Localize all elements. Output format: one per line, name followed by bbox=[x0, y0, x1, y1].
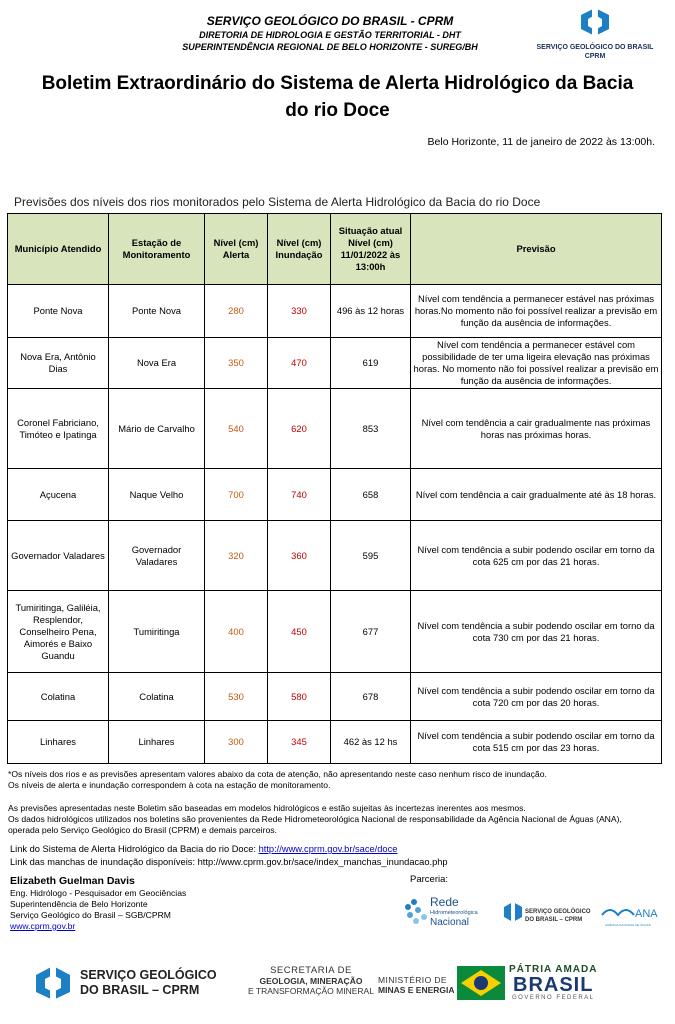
ana-logo bbox=[602, 908, 658, 927]
cell-municipio: Tumiritinga, Galiléia, Resplendor, Conselheiro Pena, Aimorés e Baixo Guandu bbox=[8, 591, 109, 673]
table-row bbox=[8, 338, 662, 389]
footer-gov-line3: GOVERNO FEDERAL bbox=[511, 994, 595, 1001]
link-manchas-label: Link das manchas de inundação disponíveis: bbox=[10, 856, 196, 867]
footer-cprm-logo bbox=[32, 964, 217, 1002]
table-row bbox=[8, 285, 662, 338]
cell-estacao: Naque Velho bbox=[109, 469, 205, 521]
footer-min-line1: MINISTÉRIO DE bbox=[378, 975, 447, 985]
cprm-hexagon-icon bbox=[32, 964, 74, 1002]
cprm-logo-line1: SERVIÇO GEOLÓGICO DO BRASIL bbox=[536, 44, 654, 51]
link-sace-label: Link do Sistema de Alerta Hidrológico da Bacia do rio Doce: bbox=[10, 844, 256, 854]
cell-situacao: 678 bbox=[331, 673, 411, 721]
footer-sec-line3: E TRANSFORMAÇÃO MINERAL bbox=[248, 986, 374, 996]
cell-inundacao: 330 bbox=[268, 285, 331, 338]
cell-inundacao: 580 bbox=[268, 673, 331, 721]
bulletin-title bbox=[0, 70, 675, 124]
cell-situacao: 462 às 12 hs bbox=[331, 721, 411, 764]
links-block bbox=[10, 843, 448, 868]
col-header-previsao: Previsão bbox=[411, 214, 662, 285]
rede-hidrometeorologica-logo bbox=[405, 895, 479, 928]
col-header-estacao: Estação de Monitoramento bbox=[109, 214, 205, 285]
col-header-inundacao: Nível (cm) Inundação bbox=[268, 214, 331, 285]
bulletin-title-line1: Boletim Extraordinário do Sistema de Alerta Hidrológico da Bacia bbox=[41, 73, 634, 94]
cell-alerta: 300 bbox=[205, 721, 268, 764]
cell-situacao: 853 bbox=[331, 389, 411, 469]
footer-cprm-line2: DO BRASIL – CPRM bbox=[80, 983, 200, 997]
cell-estacao: Ponte Nova bbox=[109, 285, 205, 338]
rede-logo-word2: Hidrometeorológica bbox=[430, 910, 478, 916]
cell-estacao: Mário de Carvalho bbox=[109, 389, 205, 469]
cell-estacao: Colatina bbox=[109, 673, 205, 721]
footer-logos bbox=[0, 960, 675, 1010]
col-header-municipio: Município Atendido bbox=[8, 214, 109, 285]
cell-previsao: Nível com tendência a cair gradualmente nas próximas horas nas próximas horas. bbox=[411, 389, 662, 469]
footer-sec-line1: SECRETARIA DE bbox=[270, 965, 352, 976]
cell-situacao: 595 bbox=[331, 521, 411, 591]
signature-role: Eng. Hidrólogo - Pesquisador em Geociências bbox=[10, 888, 187, 898]
cell-alerta: 400 bbox=[205, 591, 268, 673]
footer-governo-federal-logo bbox=[457, 962, 597, 1002]
cell-municipio: Ponte Nova bbox=[8, 285, 109, 338]
footer-gov-line1: PÁTRIA AMADA bbox=[509, 963, 598, 975]
cell-previsao: Nível com tendência a subir podendo oscilar em torno da cota 515 cm por das 23 horas. bbox=[411, 721, 662, 764]
cell-inundacao: 345 bbox=[268, 721, 331, 764]
note-uncertainty: As previsões apresentadas neste Boletim são baseadas em modelos hidrológicos e estão sujeitas às incertezas inerentes aos mesmos. bbox=[8, 803, 526, 813]
header-text bbox=[150, 14, 510, 53]
footer-gov-line2: BRASIL bbox=[513, 973, 594, 996]
cell-municipio: Açucena bbox=[8, 469, 109, 521]
footer-cprm-line1: SERVIÇO GEOLÓGICO bbox=[80, 968, 217, 982]
cell-estacao: Tumiritinga bbox=[109, 591, 205, 673]
link-manchas-url[interactable]: http://www.cprm.gov.br/sace/index_manchas_inundacao.php bbox=[197, 856, 448, 867]
dateline: Belo Horizonte, 11 de janeiro de 2022 às 13:00h. bbox=[427, 136, 655, 148]
table-row bbox=[8, 591, 662, 673]
note-data-source: Os dados hidrológicos utilizados nos boletins são provenientes da Rede Hidrometeorológica Nacional de responsabilidade da Agência Nacional de Águas (ANA), bbox=[8, 814, 622, 824]
cell-alerta: 350 bbox=[205, 338, 268, 389]
notes-block-1 bbox=[8, 769, 648, 791]
notes-block-2 bbox=[8, 803, 648, 836]
cell-municipio: Colatina bbox=[8, 673, 109, 721]
cprm-partner-line1: SERVIÇO GEOLÓGICO bbox=[525, 909, 591, 915]
note-levels: Os níveis de alerta e inundação correspondem à cota na estação de monitoramento. bbox=[8, 780, 331, 790]
cell-estacao: Nova Era bbox=[109, 338, 205, 389]
cprm-partner-logo bbox=[504, 902, 591, 923]
cprm-logo-line2: CPRM bbox=[584, 53, 606, 60]
cell-municipio: Coronel Fabriciano, Timóteo e Ipatinga bbox=[8, 389, 109, 469]
cell-estacao: Linhares bbox=[109, 721, 205, 764]
cell-municipio: Governador Valadares bbox=[8, 521, 109, 591]
header-directorate: DIRETORIA DE HIDROLOGIA E GESTÃO TERRITORIAL - DHT bbox=[199, 30, 461, 40]
cprm-logo bbox=[525, 6, 665, 61]
table-caption: Previsões dos níveis dos rios monitorados pelo Sistema de Alerta Hidrológico da Bacia do rio Doce bbox=[14, 195, 541, 209]
cell-municipio: Nova Era, Antônio Dias bbox=[8, 338, 109, 389]
table-row bbox=[8, 389, 662, 469]
cell-municipio: Linhares bbox=[8, 721, 109, 764]
cell-alerta: 540 bbox=[205, 389, 268, 469]
cell-alerta: 700 bbox=[205, 469, 268, 521]
document-header bbox=[0, 6, 675, 66]
footer-ministerio bbox=[378, 975, 455, 995]
cell-previsao: Nível com tendência a cair gradualmente até às 18 horas. bbox=[411, 469, 662, 521]
signature-name: Elizabeth Guelman Davis bbox=[10, 875, 135, 887]
cell-previsao: Nível com tendência a permanecer estável com possibilidade de ter uma ligeira elevação nas próximas horas. No momento não foi possível realizar a previsão em função da ausência de informações. bbox=[411, 338, 662, 389]
bulletin-title-line2: do rio Doce bbox=[285, 100, 390, 121]
header-superintendence: SUPERINTENDÊNCIA REGIONAL DE BELO HORIZONTE - SUREG/BH bbox=[182, 42, 478, 52]
rede-logo-word3: Nacional bbox=[430, 917, 469, 928]
signature-site-link[interactable]: www.cprm.gov.br bbox=[10, 921, 76, 931]
footer-sec-line2: GEOLOGIA, MINERAÇÃO bbox=[259, 976, 363, 986]
cell-inundacao: 740 bbox=[268, 469, 331, 521]
cell-situacao: 658 bbox=[331, 469, 411, 521]
cell-situacao: 496 às 12 horas bbox=[331, 285, 411, 338]
col-header-situacao: Situação atual Nível (cm) 11/01/2022 às 13:00h bbox=[331, 214, 411, 285]
cell-alerta: 280 bbox=[205, 285, 268, 338]
footer-min-line2: MINAS E ENERGIA bbox=[378, 985, 455, 995]
parceria-label: Parceria: bbox=[410, 874, 449, 885]
cell-previsao: Nível com tendência a subir podendo oscilar em torno da cota 720 cm por das 20 horas. bbox=[411, 673, 662, 721]
signature-org: Serviço Geológico do Brasil – SGB/CPRM bbox=[10, 910, 171, 920]
cell-previsao: Nível com tendência a permanecer estável nas próximas horas.No momento não foi possível realizar a previsão em função da ausência de informações. bbox=[411, 285, 662, 338]
cell-estacao: Governador Valadares bbox=[109, 521, 205, 591]
table-row bbox=[8, 521, 662, 591]
ana-logo-subtext: AGÊNCIA NACIONAL DE ÁGUAS bbox=[605, 923, 651, 927]
table-row bbox=[8, 721, 662, 764]
note-no-risk: *Os níveis dos rios e as previsões apresentam valores abaixo da cota de atenção, não apresentando neste caso nenhum risco de inundação. bbox=[8, 769, 547, 779]
partner-logos bbox=[400, 893, 665, 933]
cell-situacao: 619 bbox=[331, 338, 411, 389]
cprm-hexagon-icon bbox=[575, 6, 615, 38]
signature-unit: Superintendência de Belo Horizonte bbox=[10, 899, 148, 909]
col-header-alerta: Nível (cm) Alerta bbox=[205, 214, 268, 285]
cell-inundacao: 360 bbox=[268, 521, 331, 591]
cell-previsao: Nível com tendência a subir podendo oscilar em torno da cota 730 cm por das 21 horas. bbox=[411, 591, 662, 673]
signature-block bbox=[10, 874, 186, 932]
cell-inundacao: 450 bbox=[268, 591, 331, 673]
link-sace-doce[interactable]: http://www.cprm.gov.br/sace/doce bbox=[258, 844, 398, 854]
header-org-name: SERVIÇO GEOLÓGICO DO BRASIL - CPRM bbox=[206, 14, 454, 28]
table-row bbox=[8, 469, 662, 521]
rede-logo-word1: Rede bbox=[430, 895, 459, 909]
cell-inundacao: 620 bbox=[268, 389, 331, 469]
cell-situacao: 677 bbox=[331, 591, 411, 673]
cell-alerta: 530 bbox=[205, 673, 268, 721]
table-row bbox=[8, 673, 662, 721]
cell-alerta: 320 bbox=[205, 521, 268, 591]
cprm-partner-line2: DO BRASIL – CPRM bbox=[525, 917, 583, 923]
note-operator: operada pelo Serviço Geológico do Brasil (CPRM) e demais parceiros. bbox=[8, 825, 277, 835]
footer-secretaria bbox=[248, 966, 374, 996]
brazil-flag-icon bbox=[457, 962, 505, 1002]
cell-inundacao: 470 bbox=[268, 338, 331, 389]
ana-logo-text: ANA bbox=[635, 908, 658, 920]
cell-previsao: Nível com tendência a subir podendo oscilar em torno da cota 625 cm por das 21 horas. bbox=[411, 521, 662, 591]
table-header-row bbox=[8, 214, 662, 285]
forecast-table bbox=[7, 213, 662, 764]
